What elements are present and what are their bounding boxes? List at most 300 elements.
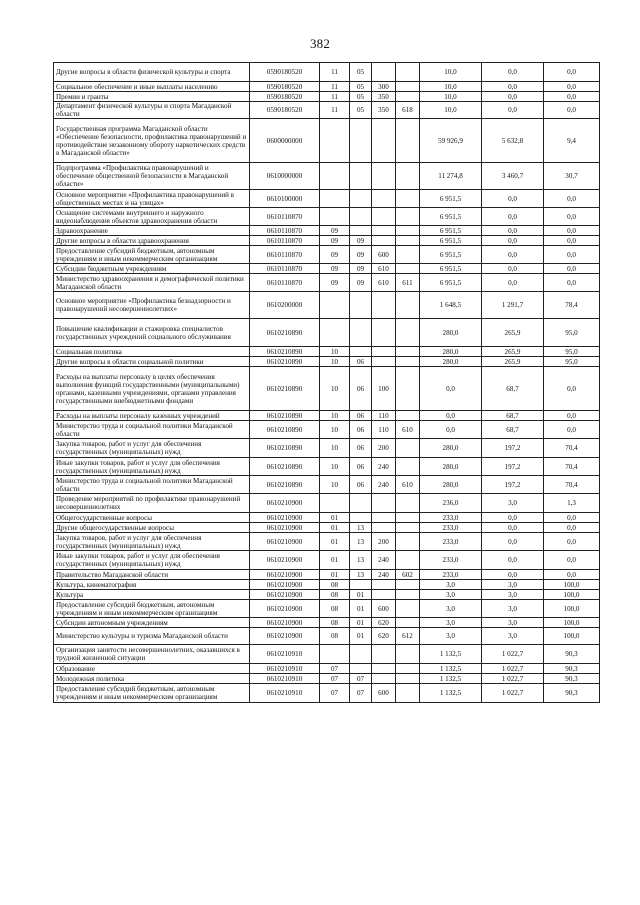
- row-percent: 100,0: [544, 600, 600, 618]
- table-row: [54, 274, 600, 292]
- row-percent: 0,0: [544, 533, 600, 551]
- row-subsection: [350, 494, 372, 513]
- row-actual: 3,0: [482, 628, 544, 645]
- row-section: 01: [320, 570, 350, 580]
- row-plan: 236,0: [420, 494, 482, 513]
- row-plan: 280,0: [420, 476, 482, 494]
- row-plan: 280,0: [420, 458, 482, 476]
- row-plan: 280,0: [420, 347, 482, 357]
- row-type: 240: [372, 551, 396, 570]
- row-name: Повышение квалификации и стажировка специалистов государственных учреждений социального обслуживания: [54, 319, 250, 347]
- row-actual: 3,0: [482, 618, 544, 628]
- row-name: Субсидии автономным учреждениям: [54, 618, 250, 628]
- row-percent: 95,0: [544, 357, 600, 367]
- row-name: Предоставление субсидий бюджетным, автономным учреждениям и иным некоммерческим организациям: [54, 600, 250, 618]
- table-row: [54, 570, 600, 580]
- row-name: Премии и гранты: [54, 92, 250, 102]
- row-code: 0590180520: [250, 92, 320, 102]
- row-subsection: 06: [350, 439, 372, 458]
- row-subsection: 05: [350, 92, 372, 102]
- row-type: 600: [372, 684, 396, 703]
- row-actual: 0,0: [482, 274, 544, 292]
- table-row: [54, 208, 600, 226]
- row-code: 0610210900: [250, 590, 320, 600]
- row-name: Подпрограмма «Профилактика правонарушений и обеспечение общественной безопасности в Магаданской области»: [54, 163, 250, 190]
- row-type: 620: [372, 618, 396, 628]
- row-percent: 0,0: [544, 570, 600, 580]
- row-name: Предоставление субсидий бюджетным, автономным учреждениям и иным некоммерческим организациям: [54, 684, 250, 703]
- table-row: [54, 439, 600, 458]
- row-name: Департамент физической культуры и спорта Магаданской области: [54, 102, 250, 119]
- table-row: [54, 533, 600, 551]
- row-name: Общегосударственные вопросы: [54, 513, 250, 523]
- row-subsection: 06: [350, 357, 372, 367]
- row-actual: 265,9: [482, 357, 544, 367]
- row-type: 100: [372, 367, 396, 411]
- row-section: 10: [320, 347, 350, 357]
- row-plan: 280,0: [420, 439, 482, 458]
- row-name: Расходы на выплаты персоналу казенных учреждений: [54, 411, 250, 421]
- table-row: [54, 551, 600, 570]
- row-subsection: 09: [350, 264, 372, 274]
- row-percent: 90,3: [544, 664, 600, 674]
- row-subsection: [350, 190, 372, 208]
- row-section: [320, 292, 350, 319]
- row-type: [372, 664, 396, 674]
- row-code: 0610210900: [250, 618, 320, 628]
- row-grbs: [396, 347, 420, 357]
- row-subsection: [350, 513, 372, 523]
- row-code: 0590180520: [250, 102, 320, 119]
- row-grbs: [396, 439, 420, 458]
- row-subsection: 01: [350, 600, 372, 618]
- row-plan: 0,0: [420, 411, 482, 421]
- row-name: Закупка товаров, работ и услуг для обеспечения государственных (муниципальных) нужд: [54, 533, 250, 551]
- row-subsection: 06: [350, 411, 372, 421]
- row-section: 10: [320, 421, 350, 439]
- row-percent: 0,0: [544, 190, 600, 208]
- row-percent: 70,4: [544, 458, 600, 476]
- table-row: [54, 92, 600, 102]
- row-section: 08: [320, 580, 350, 590]
- row-section: [320, 319, 350, 347]
- row-section: 01: [320, 513, 350, 523]
- row-type: [372, 590, 396, 600]
- row-subsection: [350, 119, 372, 163]
- row-plan: 6 951,5: [420, 274, 482, 292]
- row-section: 07: [320, 684, 350, 703]
- row-section: 07: [320, 664, 350, 674]
- row-code: 0610210890: [250, 458, 320, 476]
- row-plan: 10,0: [420, 92, 482, 102]
- row-percent: 100,0: [544, 618, 600, 628]
- row-actual: 3,0: [482, 494, 544, 513]
- row-actual: 0,0: [482, 82, 544, 92]
- row-grbs: 610: [396, 421, 420, 439]
- row-percent: 78,4: [544, 292, 600, 319]
- row-name: Закупка товаров, работ и услуг для обеспечения государственных (муниципальных) нужд: [54, 439, 250, 458]
- row-grbs: [396, 533, 420, 551]
- row-code: 0610210890: [250, 367, 320, 411]
- row-actual: 3,0: [482, 590, 544, 600]
- row-section: 08: [320, 628, 350, 645]
- row-percent: 9,4: [544, 119, 600, 163]
- row-grbs: [396, 226, 420, 236]
- row-name: Социальная политика: [54, 347, 250, 357]
- row-name: Министерство здравоохранения и демографической политики Магаданской области: [54, 274, 250, 292]
- row-name: Правительство Магаданской области: [54, 570, 250, 580]
- table-row: [54, 618, 600, 628]
- row-name: Проведение мероприятий по профилактике правонарушений несовершеннолетних: [54, 494, 250, 513]
- row-actual: 0,0: [482, 102, 544, 119]
- row-subsection: [350, 319, 372, 347]
- row-code: 0610210900: [250, 513, 320, 523]
- row-type: 350: [372, 92, 396, 102]
- row-section: 01: [320, 533, 350, 551]
- row-plan: 3,0: [420, 580, 482, 590]
- row-grbs: [396, 367, 420, 411]
- row-plan: 233,0: [420, 523, 482, 533]
- row-grbs: 612: [396, 628, 420, 645]
- row-name: Организация занятости несовершеннолетних, оказавшихся в трудной жизненной ситуации: [54, 645, 250, 664]
- row-code: 0610210890: [250, 439, 320, 458]
- row-section: 09: [320, 226, 350, 236]
- row-code: 0610210900: [250, 628, 320, 645]
- row-percent: 30,7: [544, 163, 600, 190]
- row-section: 09: [320, 236, 350, 246]
- row-grbs: [396, 246, 420, 264]
- row-name: Культура: [54, 590, 250, 600]
- row-type: [372, 645, 396, 664]
- row-subsection: 13: [350, 523, 372, 533]
- row-code: 0610210910: [250, 674, 320, 684]
- row-actual: 0,0: [482, 190, 544, 208]
- row-subsection: [350, 163, 372, 190]
- row-subsection: 05: [350, 102, 372, 119]
- row-name: Иные закупки товаров, работ и услуг для обеспечения государственных (муниципальных) нужд: [54, 551, 250, 570]
- row-section: [320, 190, 350, 208]
- row-type: [372, 357, 396, 367]
- row-grbs: [396, 319, 420, 347]
- row-plan: 233,0: [420, 533, 482, 551]
- row-type: 610: [372, 264, 396, 274]
- row-grbs: [396, 82, 420, 92]
- row-grbs: [396, 551, 420, 570]
- row-plan: 3,0: [420, 590, 482, 600]
- row-name: Молодежная политика: [54, 674, 250, 684]
- table-row: [54, 292, 600, 319]
- row-section: 11: [320, 63, 350, 82]
- row-subsection: 01: [350, 618, 372, 628]
- row-percent: 0,0: [544, 236, 600, 246]
- row-type: [372, 319, 396, 347]
- row-name: Основное мероприятие «Профилактика правонарушений в общественных местах и на улицах»: [54, 190, 250, 208]
- row-type: 350: [372, 102, 396, 119]
- row-code: 0610210900: [250, 600, 320, 618]
- row-percent: 0,0: [544, 523, 600, 533]
- row-code: 0610210890: [250, 411, 320, 421]
- row-grbs: [396, 523, 420, 533]
- row-plan: 10,0: [420, 63, 482, 82]
- row-plan: 233,0: [420, 551, 482, 570]
- row-grbs: [396, 190, 420, 208]
- row-code: 0610210890: [250, 347, 320, 357]
- row-percent: 1,3: [544, 494, 600, 513]
- row-type: 200: [372, 533, 396, 551]
- row-section: 07: [320, 674, 350, 684]
- row-percent: 0,0: [544, 102, 600, 119]
- row-type: 300: [372, 82, 396, 92]
- row-code: 0610200000: [250, 292, 320, 319]
- row-plan: 6 951,5: [420, 236, 482, 246]
- row-name: Другие вопросы в области физической культуры и спорта: [54, 63, 250, 82]
- row-type: 240: [372, 570, 396, 580]
- table-row: [54, 102, 600, 119]
- row-grbs: 611: [396, 274, 420, 292]
- row-actual: 0,0: [482, 513, 544, 523]
- row-percent: 0,0: [544, 226, 600, 236]
- row-type: [372, 190, 396, 208]
- row-type: 110: [372, 411, 396, 421]
- row-plan: 6 951,5: [420, 226, 482, 236]
- row-grbs: [396, 292, 420, 319]
- row-percent: 90,3: [544, 674, 600, 684]
- row-name: Министерство культуры и туризма Магаданской области: [54, 628, 250, 645]
- table-row: [54, 421, 600, 439]
- row-plan: 0,0: [420, 421, 482, 439]
- row-actual: 0,0: [482, 208, 544, 226]
- row-grbs: [396, 208, 420, 226]
- row-subsection: [350, 292, 372, 319]
- row-actual: 1 022,7: [482, 674, 544, 684]
- row-code: 0610210900: [250, 551, 320, 570]
- table-row: [54, 628, 600, 645]
- table-row: [54, 645, 600, 664]
- row-actual: 1 291,7: [482, 292, 544, 319]
- row-type: [372, 63, 396, 82]
- row-type: [372, 236, 396, 246]
- row-section: [320, 119, 350, 163]
- row-type: [372, 347, 396, 357]
- row-grbs: [396, 618, 420, 628]
- row-percent: 90,3: [544, 684, 600, 703]
- row-code: 0610110870: [250, 226, 320, 236]
- row-section: 10: [320, 357, 350, 367]
- table-row: [54, 523, 600, 533]
- row-code: 0610210900: [250, 570, 320, 580]
- row-grbs: [396, 163, 420, 190]
- row-plan: 6 951,5: [420, 264, 482, 274]
- row-section: 01: [320, 551, 350, 570]
- row-type: 600: [372, 600, 396, 618]
- row-subsection: 06: [350, 476, 372, 494]
- row-section: 11: [320, 82, 350, 92]
- row-plan: 11 274,8: [420, 163, 482, 190]
- row-name: Субсидии бюджетным учреждениям: [54, 264, 250, 274]
- row-name: Социальное обеспечение и иные выплаты населению: [54, 82, 250, 92]
- row-code: 0610210900: [250, 523, 320, 533]
- row-actual: 197,2: [482, 439, 544, 458]
- row-percent: 0,0: [544, 246, 600, 264]
- row-type: 110: [372, 421, 396, 439]
- row-name: Расходы на выплаты персоналу в целях обеспечения выполнения функций государственными (муниципальными) органами, казенными учреждениями, органами управления государственными внебюджетными фондами: [54, 367, 250, 411]
- row-subsection: 09: [350, 246, 372, 264]
- table-row: [54, 163, 600, 190]
- row-subsection: [350, 580, 372, 590]
- row-percent: 95,0: [544, 347, 600, 357]
- row-type: [372, 523, 396, 533]
- page-number: 382: [309, 36, 331, 51]
- row-plan: 233,0: [420, 513, 482, 523]
- table-row: [54, 319, 600, 347]
- row-code: 0610210900: [250, 494, 320, 513]
- row-percent: 0,0: [544, 208, 600, 226]
- table-row: [54, 190, 600, 208]
- row-subsection: 01: [350, 628, 372, 645]
- table-row: [54, 600, 600, 618]
- row-grbs: 618: [396, 102, 420, 119]
- row-subsection: 07: [350, 684, 372, 703]
- row-code: 0610110870: [250, 264, 320, 274]
- row-plan: 3,0: [420, 618, 482, 628]
- row-subsection: 07: [350, 674, 372, 684]
- row-name: Культура, кинематография: [54, 580, 250, 590]
- row-name: Другие вопросы в области здравоохранения: [54, 236, 250, 246]
- row-section: 10: [320, 411, 350, 421]
- table-row: [54, 664, 600, 674]
- row-subsection: 06: [350, 367, 372, 411]
- row-actual: 0,0: [482, 264, 544, 274]
- row-actual: 197,2: [482, 476, 544, 494]
- row-plan: 10,0: [420, 82, 482, 92]
- table-row: [54, 590, 600, 600]
- row-name: Здравоохранение: [54, 226, 250, 236]
- row-actual: 265,9: [482, 347, 544, 357]
- row-percent: 0,0: [544, 63, 600, 82]
- table-row: [54, 367, 600, 411]
- row-section: 08: [320, 600, 350, 618]
- row-subsection: 09: [350, 236, 372, 246]
- row-code: 0610210910: [250, 645, 320, 664]
- row-type: [372, 674, 396, 684]
- table-row: [54, 580, 600, 590]
- row-name: Другие общегосударственные вопросы: [54, 523, 250, 533]
- row-subsection: [350, 645, 372, 664]
- row-actual: 3,0: [482, 580, 544, 590]
- row-plan: 1 132,5: [420, 674, 482, 684]
- row-grbs: [396, 264, 420, 274]
- row-code: 0610210890: [250, 421, 320, 439]
- row-name: Иные закупки товаров, работ и услуг для обеспечения государственных (муниципальных) нужд: [54, 458, 250, 476]
- row-grbs: [396, 63, 420, 82]
- row-section: [320, 163, 350, 190]
- row-name: Другие вопросы в области социальной политики: [54, 357, 250, 367]
- row-subsection: 06: [350, 421, 372, 439]
- table-row: [54, 246, 600, 264]
- row-plan: 280,0: [420, 319, 482, 347]
- row-name: Основное мероприятие «Профилактика безнадзорности и правонарушений несовершеннолетних»: [54, 292, 250, 319]
- row-subsection: [350, 664, 372, 674]
- row-grbs: 602: [396, 570, 420, 580]
- row-type: 620: [372, 628, 396, 645]
- row-percent: 100,0: [544, 580, 600, 590]
- row-subsection: 13: [350, 570, 372, 580]
- row-actual: 3,0: [482, 600, 544, 618]
- row-code: 0610000000: [250, 163, 320, 190]
- row-name: Министерство труда и социальной политики Магаданской области: [54, 476, 250, 494]
- row-plan: 3,0: [420, 600, 482, 618]
- row-code: 0610110870: [250, 236, 320, 246]
- row-plan: 1 132,5: [420, 684, 482, 703]
- row-subsection: 13: [350, 533, 372, 551]
- row-name: Образование: [54, 664, 250, 674]
- row-percent: 70,4: [544, 476, 600, 494]
- row-actual: 0,0: [482, 551, 544, 570]
- row-percent: 0,0: [544, 551, 600, 570]
- row-section: 10: [320, 439, 350, 458]
- row-subsection: [350, 347, 372, 357]
- row-type: [372, 513, 396, 523]
- row-actual: 0,0: [482, 226, 544, 236]
- row-percent: 100,0: [544, 628, 600, 645]
- row-grbs: [396, 119, 420, 163]
- row-actual: 1 022,7: [482, 664, 544, 674]
- table-row: [54, 674, 600, 684]
- row-name: Оснащение системами внутреннего и наружного видеонаблюдения объектов здравоохранения области: [54, 208, 250, 226]
- row-type: [372, 580, 396, 590]
- row-section: 10: [320, 458, 350, 476]
- row-actual: 0,0: [482, 246, 544, 264]
- row-percent: 0,0: [544, 367, 600, 411]
- row-grbs: [396, 674, 420, 684]
- row-actual: 0,0: [482, 236, 544, 246]
- row-plan: 59 926,9: [420, 119, 482, 163]
- row-code: 0590180520: [250, 82, 320, 92]
- table-row: [54, 476, 600, 494]
- row-type: [372, 208, 396, 226]
- row-actual: 68,7: [482, 367, 544, 411]
- row-code: 0610110870: [250, 208, 320, 226]
- row-percent: 95,0: [544, 319, 600, 347]
- row-actual: 1 022,7: [482, 684, 544, 703]
- row-section: 10: [320, 367, 350, 411]
- row-subsection: 05: [350, 63, 372, 82]
- row-section: 08: [320, 618, 350, 628]
- row-subsection: [350, 208, 372, 226]
- row-subsection: [350, 226, 372, 236]
- row-grbs: [396, 411, 420, 421]
- row-plan: 280,0: [420, 357, 482, 367]
- row-plan: 6 951,5: [420, 190, 482, 208]
- table-row: [54, 119, 600, 163]
- table-row: [54, 458, 600, 476]
- row-section: 11: [320, 92, 350, 102]
- row-section: 09: [320, 246, 350, 264]
- row-type: [372, 494, 396, 513]
- row-name: Министерство труда и социальной политики Магаданской области: [54, 421, 250, 439]
- row-code: 0610210890: [250, 476, 320, 494]
- row-plan: 0,0: [420, 367, 482, 411]
- row-grbs: [396, 645, 420, 664]
- table-row: [54, 236, 600, 246]
- row-type: [372, 119, 396, 163]
- table-row: [54, 357, 600, 367]
- row-section: [320, 208, 350, 226]
- table-row: [54, 347, 600, 357]
- row-code: 0610210910: [250, 664, 320, 674]
- row-type: [372, 292, 396, 319]
- row-percent: 100,0: [544, 590, 600, 600]
